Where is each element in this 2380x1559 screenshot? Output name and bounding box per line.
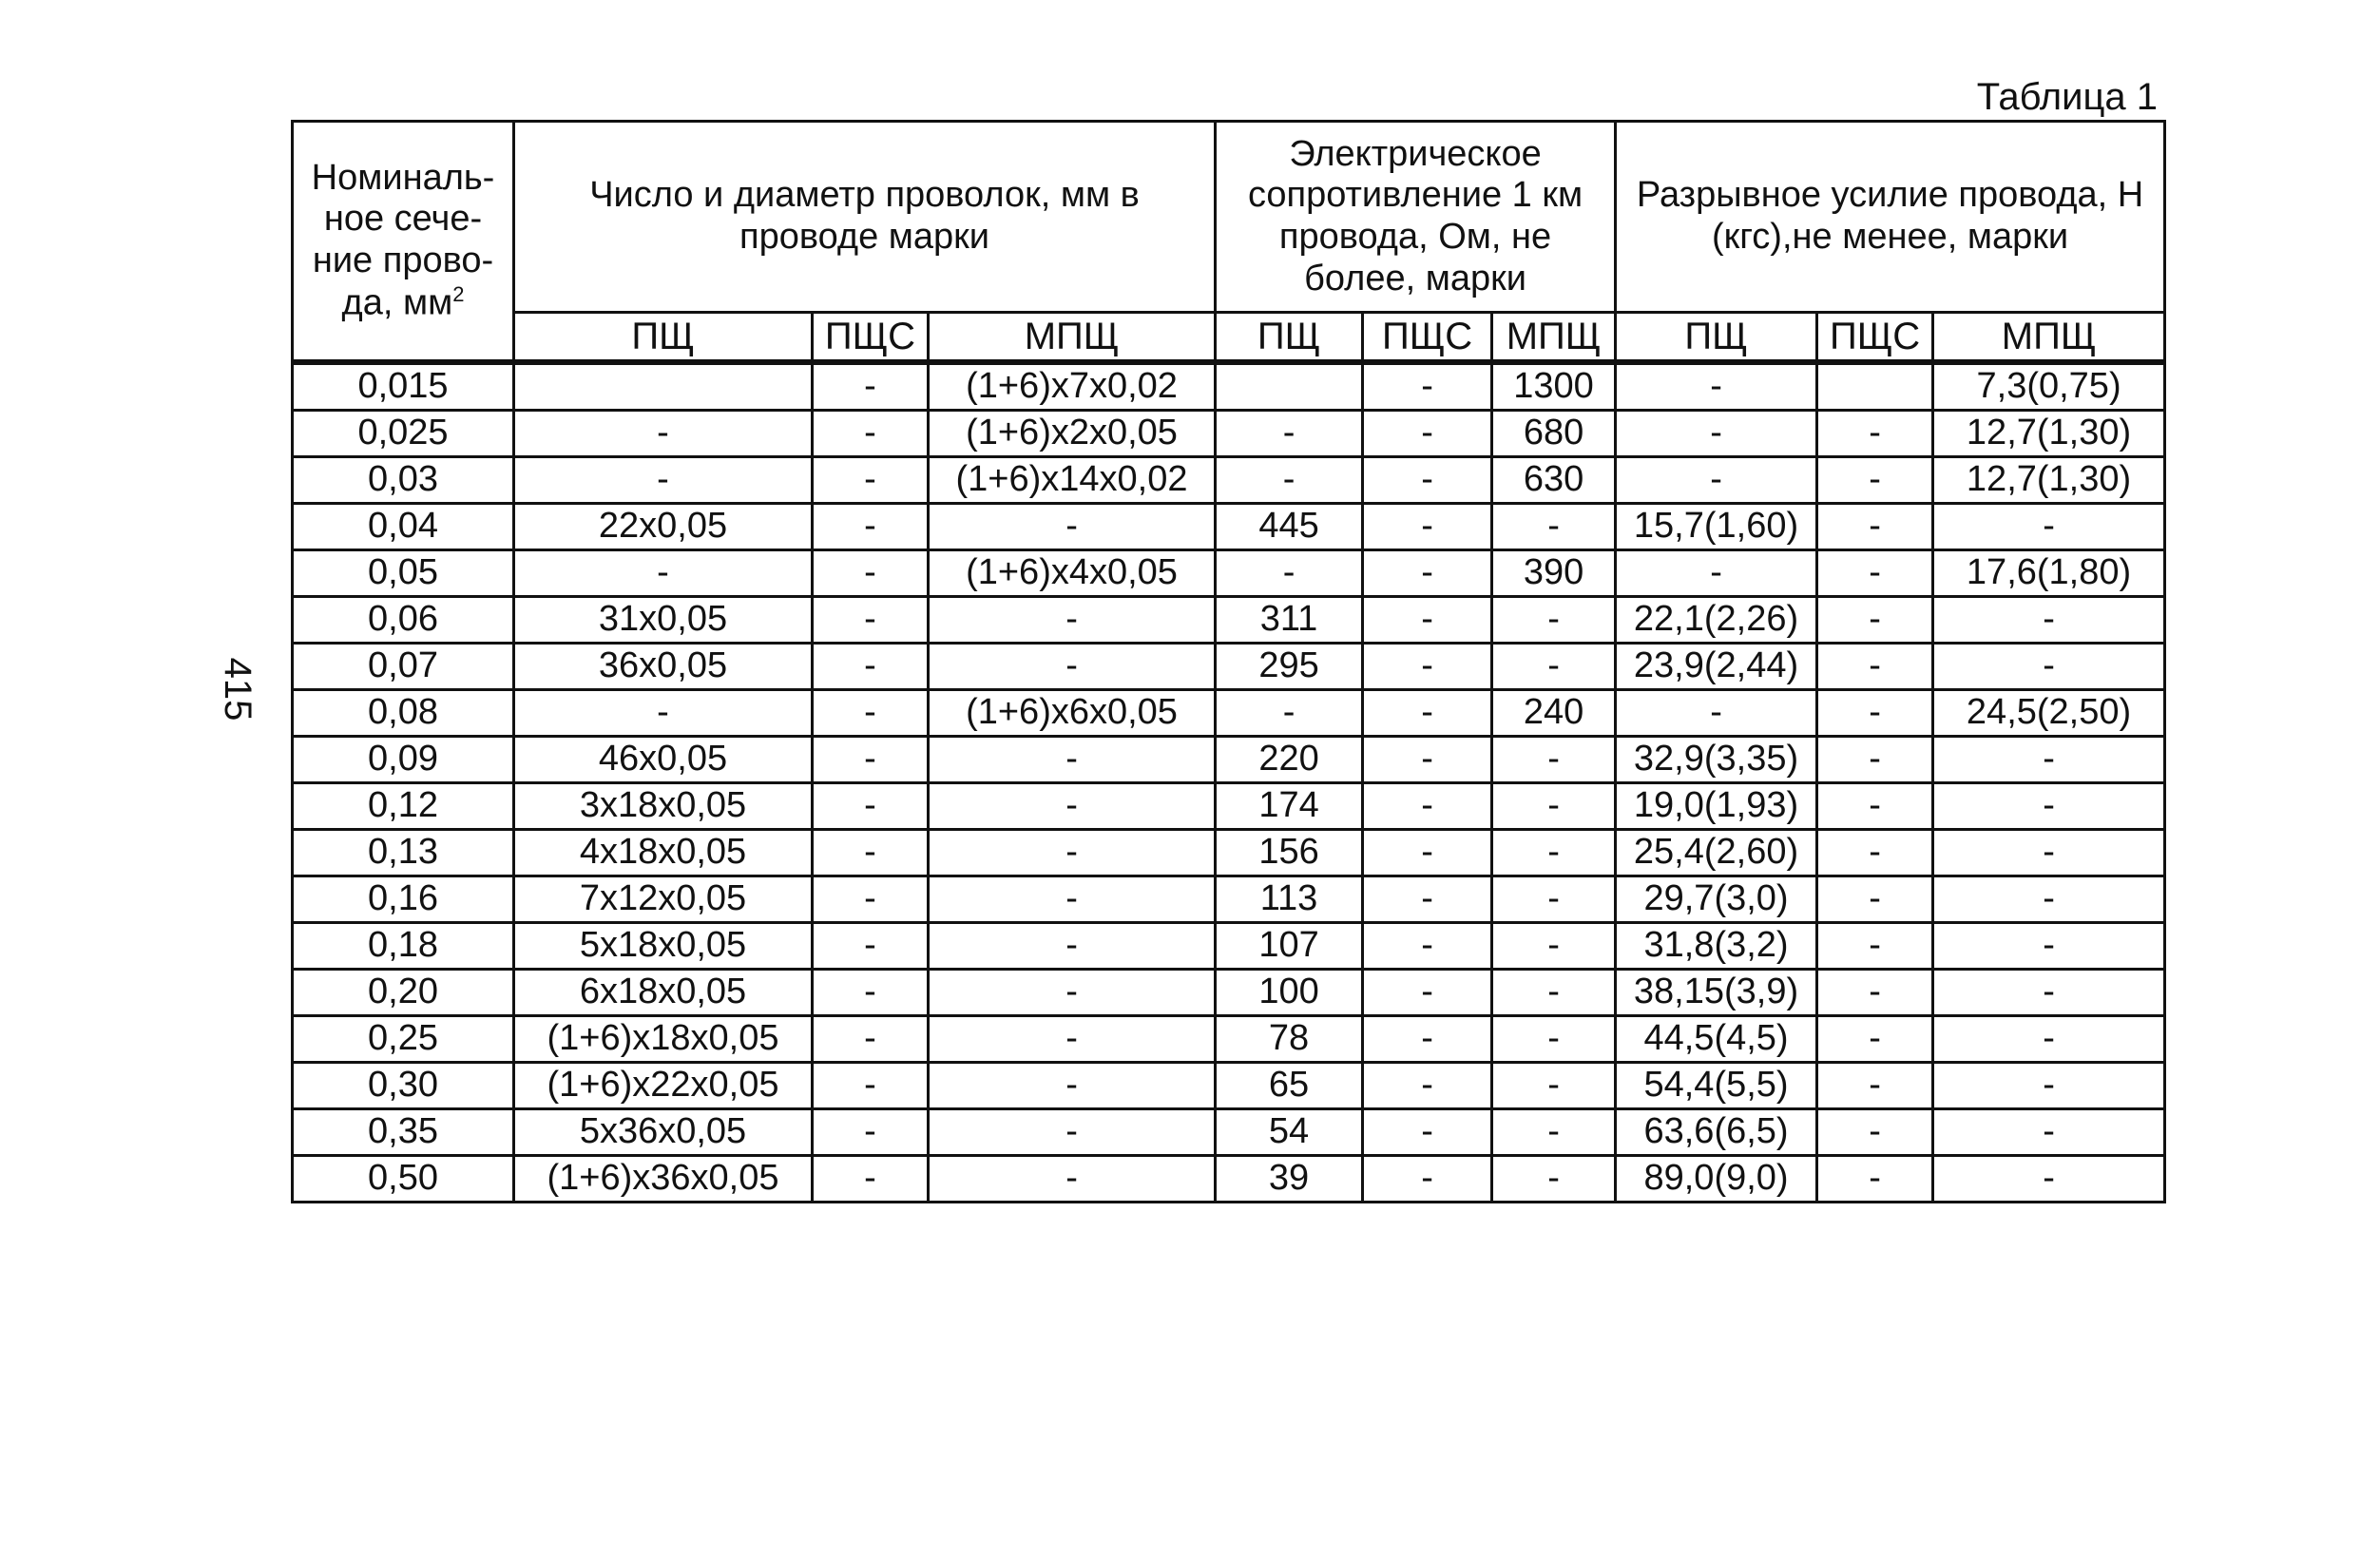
table-row [293,923,2165,970]
table-row [293,970,2165,1016]
table-cell: 17,6(1,80) [1933,550,2165,597]
cell-nominal-section: 0,07 [293,644,514,690]
table-cell: 390 [1492,550,1616,597]
table-row [293,1063,2165,1109]
cell-nominal-section: 0,30 [293,1063,514,1109]
table-cell [514,362,813,411]
table-cell: 630 [1492,457,1616,504]
table-cell: - [1363,1016,1492,1063]
table-cell: - [1817,597,1933,644]
table-cell: - [1817,830,1933,876]
table-cell: 36x0,05 [514,644,813,690]
header-nominal-section-sup: 2 [452,281,465,306]
table-cell [1216,362,1363,411]
table-cell: 240 [1492,690,1616,737]
header-row-grades [293,313,2165,363]
table-cell: 6x18x0,05 [514,970,813,1016]
table-cell: - [1363,457,1492,504]
table-row [293,1109,2165,1156]
table-cell: - [514,411,813,457]
table-cell: (1+6)x36x0,05 [514,1156,813,1203]
table-cell: 44,5(4,5) [1616,1016,1817,1063]
table-cell: 113 [1216,876,1363,923]
table-cell: - [514,457,813,504]
table-row [293,1016,2165,1063]
table-cell: - [1817,457,1933,504]
header-grade: МПЩ [1492,313,1616,363]
table-cell: - [1492,644,1616,690]
table-cell: - [1817,923,1933,970]
table-cell: - [1492,923,1616,970]
table-cell: 156 [1216,830,1363,876]
table-row [293,597,2165,644]
table-cell: - [1363,690,1492,737]
table-cell: 63,6(6,5) [1616,1109,1817,1156]
table-cell: 22,1(2,26) [1616,597,1817,644]
table-cell: - [929,737,1216,783]
table-cell: - [1817,550,1933,597]
table-cell: - [1817,783,1933,830]
table-cell: 295 [1216,644,1363,690]
table-container [291,120,2163,1203]
table-cell: - [1492,970,1616,1016]
cell-nominal-section: 0,25 [293,1016,514,1063]
table-cell: - [1363,970,1492,1016]
table-cell: 7x12x0,05 [514,876,813,923]
table-row [293,411,2165,457]
table-cell: - [929,923,1216,970]
table-cell: - [1492,737,1616,783]
cell-nominal-section: 0,20 [293,970,514,1016]
table-cell: - [929,1063,1216,1109]
table-cell: - [1817,690,1933,737]
table-row [293,504,2165,550]
table-cell: 22x0,05 [514,504,813,550]
table-row [293,783,2165,830]
table-cell: - [1616,457,1817,504]
table-cell: 445 [1216,504,1363,550]
table-cell: 78 [1216,1016,1363,1063]
table-cell: - [1933,970,2165,1016]
cell-nominal-section: 0,16 [293,876,514,923]
table-cell: - [1492,1063,1616,1109]
table-cell: - [1363,644,1492,690]
table-cell: (1+6)x22x0,05 [514,1063,813,1109]
table-cell: - [1363,923,1492,970]
table-row [293,830,2165,876]
table-cell: - [1616,411,1817,457]
table-cell: - [1492,783,1616,830]
table-cell: - [514,690,813,737]
table-cell: - [514,550,813,597]
table-cell: - [813,876,929,923]
table-cell: - [813,737,929,783]
table-row [293,876,2165,923]
table-cell: - [1363,411,1492,457]
cell-nominal-section: 0,35 [293,1109,514,1156]
header-nominal-section-label: Номиналь-ное сече-ние прово-да, мм [311,157,495,323]
table-cell: - [1933,644,2165,690]
table-cell: - [929,504,1216,550]
table-cell: 54 [1216,1109,1363,1156]
table-cell: (1+6)x7x0,02 [929,362,1216,411]
table-cell: 19,0(1,93) [1616,783,1817,830]
table-cell: - [1933,830,2165,876]
table-cell: - [929,1016,1216,1063]
table-cell: 5x36x0,05 [514,1109,813,1156]
table-cell: - [813,504,929,550]
table-cell: - [1363,1156,1492,1203]
table-cell: (1+6)x18x0,05 [514,1016,813,1063]
table-row [293,737,2165,783]
cell-nominal-section: 0,12 [293,783,514,830]
table-cell: 32,9(3,35) [1616,737,1817,783]
table-cell: - [1363,783,1492,830]
table-cell: - [1363,550,1492,597]
table-cell: - [1817,1016,1933,1063]
table-cell: - [1492,830,1616,876]
page-number: 415 [217,657,259,722]
table-cell: 46x0,05 [514,737,813,783]
table-cell: 100 [1216,970,1363,1016]
table-cell: - [813,1016,929,1063]
table-cell: - [813,690,929,737]
table-cell: - [1492,1109,1616,1156]
table-cell: - [813,1156,929,1203]
header-grade: ПЩС [1817,313,1933,363]
table-cell: - [813,783,929,830]
table-cell: - [1933,783,2165,830]
table-cell: 25,4(2,60) [1616,830,1817,876]
table-cell: - [1817,644,1933,690]
cell-nominal-section: 0,015 [293,362,514,411]
table-cell: 15,7(1,60) [1616,504,1817,550]
table-cell: 31,8(3,2) [1616,923,1817,970]
table-cell: - [1933,876,2165,923]
header-grade: МПЩ [929,313,1216,363]
table-cell: 29,7(3,0) [1616,876,1817,923]
table-cell: - [1616,550,1817,597]
table-cell: - [813,923,929,970]
table-cell: - [1817,1109,1933,1156]
table-cell: - [1616,690,1817,737]
table-row [293,362,2165,411]
table-cell: - [1933,923,2165,970]
cell-nominal-section: 0,06 [293,597,514,644]
cell-nominal-section: 0,50 [293,1156,514,1203]
table-cell: 7,3(0,75) [1933,362,2165,411]
table-cell: 311 [1216,597,1363,644]
table-cell: - [813,597,929,644]
table-cell: 1300 [1492,362,1616,411]
header-grade: ПЩС [1363,313,1492,363]
table-cell: - [813,1063,929,1109]
header-row-groups [293,122,2165,313]
table-cell: - [1817,970,1933,1016]
table-cell: - [1363,830,1492,876]
table-cell: 54,4(5,5) [1616,1063,1817,1109]
table-cell: 23,9(2,44) [1616,644,1817,690]
table-cell: - [1216,690,1363,737]
table-cell: - [929,1156,1216,1203]
table-cell: 107 [1216,923,1363,970]
table-cell: - [929,876,1216,923]
table-cell: - [813,1109,929,1156]
table-row [293,1156,2165,1203]
table-cell: - [929,830,1216,876]
table-cell: 12,7(1,30) [1933,457,2165,504]
table-cell: - [929,970,1216,1016]
table-cell: - [1216,411,1363,457]
header-wire-count: Число и диаметр проволок, мм в проводе марки [514,122,1216,313]
table-cell: 65 [1216,1063,1363,1109]
table-cell: - [1492,1156,1616,1203]
table-cell: - [1492,876,1616,923]
table-cell: - [1933,1109,2165,1156]
table-cell: - [1216,550,1363,597]
table-cell: - [1616,362,1817,411]
table-cell: - [1817,876,1933,923]
table-cell: 5x18x0,05 [514,923,813,970]
table-cell: - [1933,1063,2165,1109]
header-resistance: Электрическое сопротивление 1 км провода, Ом, не более, марки [1216,122,1616,313]
table-cell: - [1817,411,1933,457]
table-cell: - [1363,597,1492,644]
table-cell: - [1933,1156,2165,1203]
table-body [293,362,2165,1203]
table-cell: - [1817,504,1933,550]
table-cell: - [929,644,1216,690]
table-cell: - [1933,1016,2165,1063]
table-cell: - [813,970,929,1016]
table-cell: 220 [1216,737,1363,783]
table-cell: 39 [1216,1156,1363,1203]
table-cell: - [813,362,929,411]
table-cell: - [929,1109,1216,1156]
table-cell: (1+6)x4x0,05 [929,550,1216,597]
table-cell: - [1817,737,1933,783]
table-row [293,690,2165,737]
table-caption: Таблица 1 [1976,76,2158,118]
table-cell: 3x18x0,05 [514,783,813,830]
table-cell: - [929,783,1216,830]
cell-nominal-section: 0,05 [293,550,514,597]
cell-nominal-section: 0,03 [293,457,514,504]
table-cell: (1+6)x2x0,05 [929,411,1216,457]
table-cell: - [1933,597,2165,644]
table-cell: - [813,457,929,504]
table-cell: - [1817,1156,1933,1203]
table-cell: - [1817,1063,1933,1109]
cell-nominal-section: 0,025 [293,411,514,457]
table-cell: 38,15(3,9) [1616,970,1817,1016]
table-cell: 174 [1216,783,1363,830]
table-row [293,644,2165,690]
table-cell: - [1492,1016,1616,1063]
header-grade: МПЩ [1933,313,2165,363]
header-nominal-section [293,122,514,363]
header-grade: ПЩ [1216,313,1363,363]
header-grade: ПЩС [813,313,929,363]
table-cell: - [1363,1109,1492,1156]
table-cell: - [813,830,929,876]
table-cell: - [1492,597,1616,644]
header-grade: ПЩ [514,313,813,363]
cell-nominal-section: 0,18 [293,923,514,970]
table-cell: - [813,644,929,690]
table-cell: - [1363,362,1492,411]
table-cell: 24,5(2,50) [1933,690,2165,737]
table-row [293,550,2165,597]
table-row [293,457,2165,504]
table-cell: - [1933,737,2165,783]
table-cell: 12,7(1,30) [1933,411,2165,457]
table-cell: - [1363,1063,1492,1109]
table-cell: - [1363,504,1492,550]
table-cell: - [929,597,1216,644]
table-cell: 680 [1492,411,1616,457]
wire-specs-table [291,120,2166,1203]
table-cell: - [813,411,929,457]
table-cell: - [1933,504,2165,550]
table-cell: - [1363,876,1492,923]
table-cell: - [813,550,929,597]
cell-nominal-section: 0,13 [293,830,514,876]
table-cell: (1+6)x6x0,05 [929,690,1216,737]
cell-nominal-section: 0,08 [293,690,514,737]
table-cell: 31x0,05 [514,597,813,644]
table-cell: - [1492,504,1616,550]
table-cell [1817,362,1933,411]
header-grade: ПЩ [1616,313,1817,363]
table-cell: - [1363,737,1492,783]
table-cell: 4x18x0,05 [514,830,813,876]
cell-nominal-section: 0,09 [293,737,514,783]
table-cell: (1+6)x14x0,02 [929,457,1216,504]
cell-nominal-section: 0,04 [293,504,514,550]
table-cell: 89,0(9,0) [1616,1156,1817,1203]
table-cell: - [1216,457,1363,504]
header-breaking-force: Разрывное усилие провода, Н (кгс),не менее, марки [1616,122,2165,313]
